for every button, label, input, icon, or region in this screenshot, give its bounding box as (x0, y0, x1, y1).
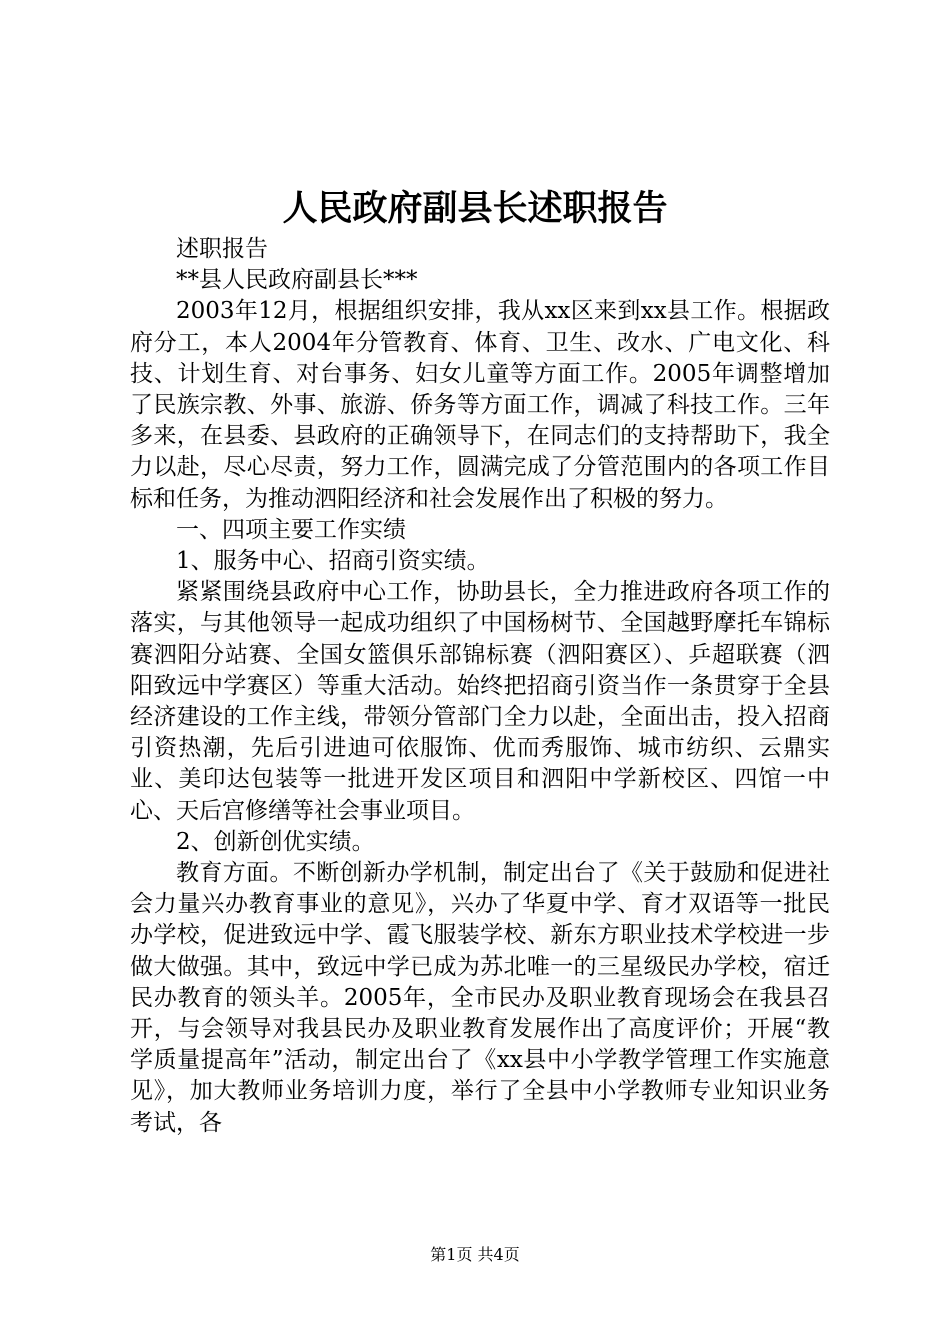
section-heading-achievements: 一、四项主要工作实绩 (176, 516, 406, 543)
paragraph-heading: 述职报告 (176, 236, 268, 262)
page-footer: 第1页 共4页 (430, 1245, 520, 1264)
paragraph-education: 教育方面。不断创新办学机制，制定出台了《关于鼓励和促进社会力量兴办教育事业的意见》，兴办了华夏中学、育才双语等一批民办学校，促进致远中学、霞飞服装学校、新东方职业技术学校进一步做大做强。其中，致远中学已成为苏北唯一的三星级民办学校，宿迁民办教育的领头羊。2005年，全市民办及职业教育现场会在我县召开，与会领导对我县民办及职业教育发展作出了高度评价；开展“教学质量提高年”活动，制定出台了《xx县中小学教学管理工作实施意见》，加大教师业务培训力度，举行了全县中小学教师专业知识业务考试，各 (130, 860, 830, 1136)
paragraph-author: **县人民政府副县长*** (176, 267, 418, 294)
document-title: 人民政府副县长述职报告 (282, 188, 668, 229)
subsection-heading-1: 1、服务中心、招商引资实绩。 (176, 548, 490, 575)
paragraph-investment: 紧紧围绕县政府中心工作，协助县长，全力推进政府各项工作的落实，与其他领导一起成功组织了中国杨树节、全国越野摩托车锦标赛泗阳分站赛、全国女篮俱乐部锦标赛（泗阳赛区）、乒超联赛（泗阳致远中学赛区）等重大活动。始终把招商引资当作一条贯穿于全县经济建设的工作主线，带领分管部门全力以赴，全面出击，投入招商引资热潮，先后引进迪可依服饰、优而秀服饰、城市纺织、云鼎实业、美印达包装等一批进开发区项目和泗阳中学新校区、四馆一中心、天后宫修缮等社会事业项目。 (130, 579, 830, 824)
paragraph-intro: 2003年12月，根据组织安排，我从xx区来到xx县工作。根据政府分工，本人2004年分管教育、体育、卫生、改水、广电文化、科技、计划生育、对台事务、妇女儿童等方面工作。2005年调整增加了民族宗教、外事、旅游、侨务等方面工作，调减了科技工作。三年多来，在县委、县政府的正确领导下，在同志们的支持帮助下，我全力以赴，尽心尽责，努力工作，圆满完成了分管范围内的各项工作目标和任务，为推动泗阳经济和社会发展作出了积极的努力。 (130, 298, 830, 512)
subsection-heading-2: 2、创新创优实绩。 (176, 828, 375, 855)
document-body (130, 234, 830, 1139)
